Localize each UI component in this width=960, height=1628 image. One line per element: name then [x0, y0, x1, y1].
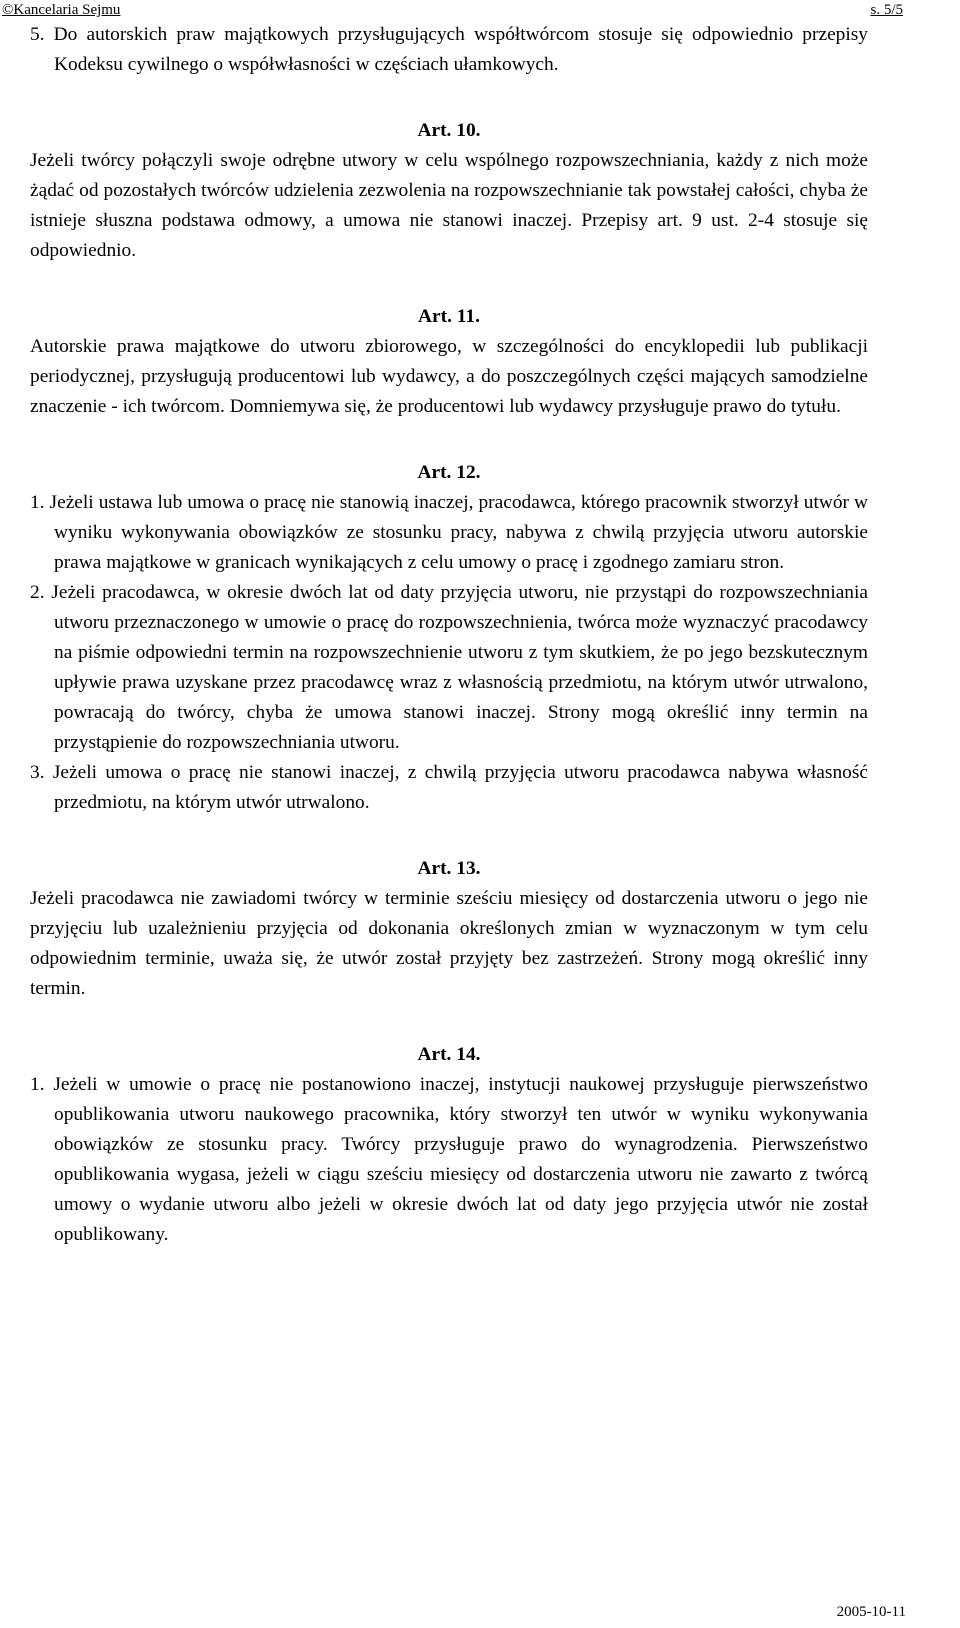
art12-paragraph-2: 2. Jeżeli pracodawca, w okresie dwóch lat od daty przyjęcia utworu, nie przystąpi do rozpowszechniania utworu przeznaczonego w umowie o pracę do rozpowszechnienia, twórca może wyznaczyć pracodawcy na piśmie odpowiedni termin na rozpowszechnienie utworu z tym skutkiem, że po jego bezskutecznym upływie prawa uzyskane przez pracodawcę wraz z własnością przedmiotu, na którym utwór utrwalono, powracają do twórcy, chyba że umowa stanowi inaczej. Strony mogą określić inny termin na przystąpienie do rozpowszechniania utworu.: [30, 582, 868, 753]
art11-title: Art. 11.: [418, 306, 480, 327]
art12-title: Art. 12.: [417, 462, 481, 483]
art12-paragraph-3: 3. Jeżeli umowa o pracę nie stanowi inaczej, z chwilą przyjęcia utworu pracodawca nabywa własność przedmiotu, na którym utwór utrwalono.: [30, 762, 868, 813]
art9-paragraph-5: 5. Do autorskich praw majątkowych przysługujących współtwórcom stosuje się odpowiednio przepisy Kodeksu cywilnego o współwłasności w częściach ułamkowych.: [30, 24, 868, 75]
art13-text: Jeżeli pracodawca nie zawiadomi twórcy w terminie sześciu miesięcy od dostarczenia utworu o jego nie przyjęciu lub uzależnieniu przyjęcia od dokonania określonych zmian w wyznaczonym w tym celu odpowiednim terminie, uważa się, że utwór został przyjęty bez zastrzeżeń. Strony mogą określić inny termin.: [30, 888, 868, 999]
art10-text: Jeżeli twórcy połączyli swoje odrębne utwory w celu wspólnego rozpowszechniania, każdy z nich może żądać od pozostałych twórców udzielenia zezwolenia na rozpowszechnianie tak powstałej całości, chyba że istnieje słuszna podstawa odmowy, a umowa nie stanowi inaczej. Przepisy art. 9 ust. 2-4 stosuje się odpowiednio.: [30, 150, 868, 261]
art13-title: Art. 13.: [417, 858, 481, 879]
document-body: [30, 20, 868, 1250]
art14-title: Art. 14.: [417, 1044, 481, 1065]
art11-text: Autorskie prawa majątkowe do utworu zbiorowego, w szczególności do encyklopedii lub publikacji periodycznej, przysługują producentowi lub wydawcy, a do poszczególnych części mających samodzielne znaczenie - ich twórcom. Domniemywa się, że producentowi lub wydawcy przysługuje prawo do tytułu.: [30, 336, 868, 417]
art10-title: Art. 10.: [417, 120, 481, 141]
page-number: s. 5/5: [870, 2, 903, 18]
footer-date: 2005-10-11: [836, 1604, 906, 1620]
art12-paragraph-1: 1. Jeżeli ustawa lub umowa o pracę nie stanowią inaczej, pracodawca, którego pracownik stworzył utwór w wyniku wykonywania obowiązków ze stosunku pracy, nabywa z chwilą przyjęcia utworu autorskie prawa majątkowe w granicach wynikających z celu umowy o pracę i zgodnego zamiaru stron.: [30, 492, 868, 573]
header-copyright: [2, 1, 120, 19]
art14-paragraph-1: 1. Jeżeli w umowie o pracę nie postanowiono inaczej, instytucji naukowej przysługuje pierwszeństwo opublikowania utworu naukowego pracownika, który stworzył ten utwór w wyniku wykonywania obowiązków ze stosunku pracy. Twórcy przysługuje prawo do wynagrodzenia. Pierwszeństwo opublikowania wygasa, jeżeli w ciągu sześciu miesięcy od dostarczenia utworu nie zawarto z twórcą umowy o wydanie utworu albo jeżeli w okresie dwóch lat od daty jego przyjęcia utwór nie został opublikowany.: [30, 1074, 868, 1245]
header-copyright-text: ©Kancelaria Sejmu: [2, 2, 121, 18]
